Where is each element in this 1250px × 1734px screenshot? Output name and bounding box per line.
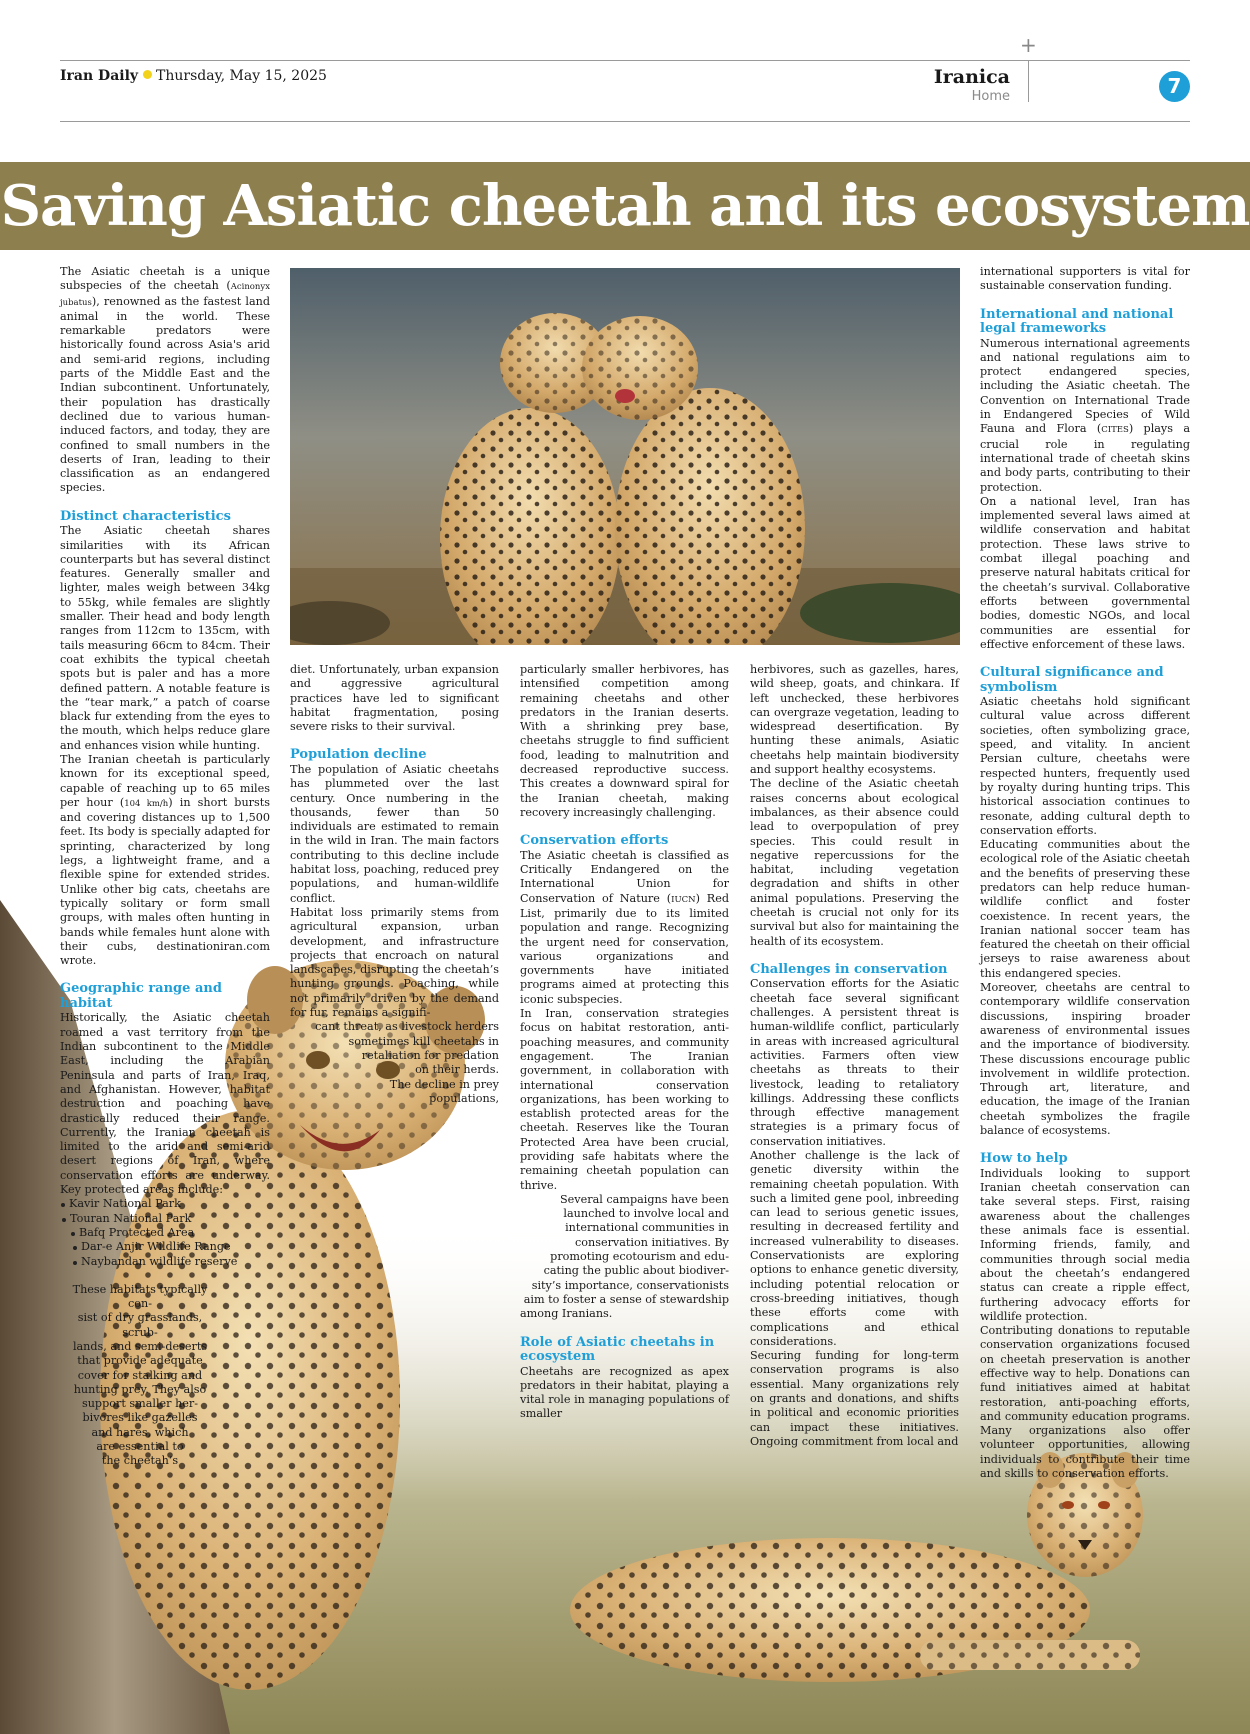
subhead-challenges: Challenges in conservation	[750, 961, 948, 977]
wrap-text-col3	[520, 1193, 729, 1307]
wrap-line: conservation initiatives. By	[575, 1235, 729, 1249]
wrap-line: sist of dry grasslands, scrub-	[77, 1311, 203, 1339]
cultural-paragraph-3: Moreover, cheetahs are central to contemporary wildlife conservation discussions, inspiring broader awareness of environmental issues and the importance of biodiversity. These discussions encourage public involvement in wildlife protection. Through art, literature, and education, the image of the Iranian cheetah symbolizes the fragile balance of ecosystems.	[980, 981, 1190, 1138]
legal-paragraph-1	[980, 337, 1190, 495]
subsection-name: Home	[971, 89, 1010, 104]
wrap-line: support smaller her-	[81, 1397, 199, 1411]
wrap-line: Several campaigns have been	[560, 1192, 729, 1206]
conservation-paragraph-1	[520, 849, 729, 1007]
distinct-text: The Iranian cheetah is particularly known for its exceptional speed, capable of reaching up to 65 miles per hour (	[60, 753, 270, 809]
wrap-line: lands, and semi-deserts	[72, 1339, 208, 1353]
page-number-badge: 7	[1159, 71, 1190, 102]
challenges-paragraph-2: Another challenge is the lack of genetic diversity within the remaining cheetah population. With such a limited gene pool, inbreeding can lead to serious genetic issues, resulting in decreased fertility and increased vulnerability to diseases. Conservationists are exploring options to enhance genetic diversity, including potential relocation or cross-breeding initiatives, though these efforts come with complications and ethical considerations.	[750, 1149, 959, 1348]
wrap-line: cover for stalking and	[77, 1368, 203, 1382]
subhead-distinct: Distinct characteristics	[60, 508, 231, 524]
cons-text: The Asiatic cheetah is classified as Critically Endangered on the International Union for Conservation of Nature (	[520, 848, 729, 905]
subhead-geo: Geographic range and habitat	[60, 981, 222, 1011]
wrap-text-col1	[60, 1283, 270, 1469]
help-paragraph-1: Individuals looking to support Iranian cheetah conservation can take several steps. First, raising awareness about the challenges these animals face is essential. Informing friends, family, and communities through social media about the cheetah’s endangered status can create a ripple effect, furthering advocacy efforts for wildlife protection.	[980, 1166, 1190, 1323]
wrap-line: The decline in prey	[389, 1077, 499, 1091]
geo-paragraph-1: Historically, the Asiatic cheetah roamed a vast territory from the Indian subcontinent to the Middle East, including the Arabian Peninsula and parts of Iran, Iraq, and Afghanistan. However, habitat destruction and poaching have drastically reduced their range. Currently, the Iranian cheetah is limited to the arid and semi-arid desert regions of Iran, where conservation efforts are underway. Key protected areas include:	[60, 1011, 270, 1197]
header-divider	[1028, 60, 1029, 102]
population-paragraph-1: The population of Asiatic cheetahs has plummeted over the last century. Once numbering in the thousands, fewer than 50 individuals are estimated to remain in the wild in Iran. The main factors contributing to this decline include habitat loss, poaching, reduced prey populations, and human-wildlife conflict.	[290, 762, 499, 905]
masthead	[60, 68, 327, 84]
wrap-text-col2	[290, 1020, 499, 1106]
wrap-line: sometimes kill cheetahs in	[348, 1034, 499, 1048]
column-4	[750, 663, 959, 1449]
conservation-paragraph-2: In Iran, conservation strategies focus on habitat restoration, anti-poaching measures, and community engagement. The Iranian government, in collaboration with international conservation organizations, has been working to establish protected areas for the cheetah. Reserves like the Touran Protected Area have been crucial, providing safe habitats where the remaining cheetah population can thrive.	[520, 1007, 729, 1192]
prey-paragraph: particularly smaller herbivores, has intensified competition among remaining cheetahs and other predators in the Iranian deserts. With a shrinking prey base, cheetahs struggle to find sufficient food, leading to malnutrition and decreased reproductive success. This creates a downward spiral for the Iranian cheetah, making recovery increasingly challenging.	[520, 663, 729, 819]
subhead-help: How to help	[980, 1151, 1068, 1167]
wrap-line: promoting ecotourism and edu-	[550, 1250, 729, 1264]
paper-name: Iran Daily	[60, 68, 139, 84]
wrap-line: that provide adequate	[77, 1354, 203, 1368]
intro-paragraph	[60, 265, 270, 496]
wrap-line: on their herds.	[415, 1063, 499, 1077]
distinct-paragraph-2	[60, 753, 270, 968]
intro-text-cont: ), renowned as the fastest land animal in the world. These remarkable predators were historically found across Asia's arid and semi-arid regions, including parts of the Middle East and the Indian subcontinent. Unfortunately, their population has drastically declined due to various human-induced factors, and today, they are confined to small numbers in the deserts of Iran, leading to their classification as an endangered species.	[60, 294, 270, 495]
conservation-end: among Iranians.	[520, 1307, 613, 1321]
subhead-cultural: Cultural significance and symbolism	[980, 665, 1164, 695]
scientific-name: Acinonyx jubatus	[60, 282, 270, 308]
distinct-paragraph-1: The Asiatic cheetah shares similarities with its African counterparts but has several distinct features. Generally smaller and lighter, males weigh between 34kg to 55kg, while females are slightly smaller. Their head and body length ranges from 112cm to 135cm, with tails measuring 66cm to 84cm. Their coat exhibits the typical cheetah spots but is paler and has a more defined pattern. A notable feature is the “tear mark,” a patch of coarse black fur extending from the eyes to the mouth, which helps reduce glare and enhances vision while hunting.	[60, 524, 270, 752]
headline: Saving Asiatic cheetah and its ecosystem	[0, 173, 1250, 239]
list-item: Touran National Park	[61, 1212, 270, 1226]
list-item: Kavir National Park	[60, 1197, 270, 1211]
wrap-line: aim to foster a sense of stewardship	[523, 1292, 729, 1306]
wrap-line: are essential to	[96, 1440, 184, 1454]
iucn-abbr: IUCN	[671, 894, 696, 905]
cites-abbr: CITES	[1101, 425, 1129, 436]
wrap-line: retaliation for predation	[361, 1048, 499, 1062]
wrap-line: bivores like gazelles	[82, 1411, 198, 1425]
header-bottom-rule	[60, 121, 1190, 122]
issue-date: Thursday, May 15, 2025	[156, 68, 327, 84]
wrap-line: hunting prey. They also	[73, 1382, 207, 1396]
wrap-line: launched to involve local and	[563, 1207, 729, 1221]
wrap-line: the cheetah’s	[101, 1454, 179, 1468]
subhead-role: Role of Asiatic cheetahs in ecosystem	[520, 1334, 715, 1365]
funding-paragraph: international supporters is vital for sustainable conservation funding.	[980, 265, 1190, 293]
yellow-dot-icon	[143, 70, 152, 79]
herbivores-paragraph: herbivores, such as gazelles, hares, wild sheep, goats, and chinkara. If left unchecked, these herbivores can overgraze vegetation, leading to widespread desertification. By hunting these animals, Asiatic cheetahs help maintain biodiversity and support healthy ecosystems.	[750, 663, 959, 777]
plus-icon: +	[1020, 33, 1037, 57]
wrap-line: cating the public about biodiver-	[543, 1264, 729, 1278]
speed-unit: 104 km/h	[124, 798, 169, 809]
help-paragraph-2: Contributing donations to reputable conservation organizations focused on cheetah preservation is another effective way to help. Donations can fund initiatives aimed at habitat restoration, anti-poaching efforts, and community education programs. Many organizations also offer volunteer opportunities, allowing individuals to contribute their time and skills to conservation efforts.	[980, 1324, 1190, 1481]
role-paragraph: Cheetahs are recognized as apex predators in their habitat, playing a vital role in managing populations of smaller	[520, 1364, 729, 1421]
challenges-paragraph-1: Conservation efforts for the Asiatic cheetah face several significant challenges. A persistent threat is human-wildlife conflict, particularly in areas with increased agricultural activities. Farmers often view cheetahs as threats to their livestock, leading to retaliatory killings. Addressing these conflicts through effective management strategies is a primary focus of conservation initiatives.	[750, 977, 959, 1148]
header-top-rule	[60, 60, 1190, 61]
legal-text: Numerous international agreements and national regulations aim to protect endangered species, including the Asiatic cheetah. The Convention on International Trade in Endangered Species of Wild Fauna and Flora (	[980, 336, 1190, 436]
wrap-line: cant threat, as livestock herders	[315, 1020, 499, 1034]
column-3	[520, 663, 729, 1422]
cultural-paragraph-1: Asiatic cheetahs hold significant cultural value across different societies, often symbolizing grace, speed, and vitality. In ancient Persian culture, cheetahs were respected hunters, frequently used by royalty during hunting trips. This historical association continues to resonate, adding cultural depth to conservation efforts.	[980, 695, 1190, 837]
diet-paragraph: diet. Unfortunately, urban expansion and aggressive agricultural practices have led to significant habitat fragmentation, posing severe risks to their survival.	[290, 663, 499, 734]
list-item: Bafq Protected Area	[70, 1226, 270, 1240]
column-2	[290, 663, 499, 1106]
distinct-text-cont: ) in short bursts and covering distances up to 1,500 feet. Its body is specially adapted for sprinting, characterized by long legs, a lightweight frame, and a flexible spine for extended strides. Unlike other big cats, cheetahs are typically solitary or form small groups, with males often hunting in bands while females hunt alone with their cubs, destinationiran.com wrote.	[60, 795, 270, 968]
wrap-line: international communities in	[565, 1221, 729, 1235]
wrap-line: populations,	[429, 1091, 499, 1105]
column-1	[60, 265, 270, 1469]
cons-text-cont: ) Red List, primarily due to its limited population and range. Recognizing the urgent need for conservation, various organizations and governments have initiated programs aimed at protecting this iconic subspecies.	[520, 891, 729, 1006]
wrap-line: sity’s importance, conservationists	[531, 1278, 729, 1292]
section-name: Iranica	[933, 66, 1010, 88]
population-paragraph-2: Habitat loss primarily stems from agricultural expansion, urban development, and infrastructure projects that encroach on natural landscapes, disrupting the cheetah’s hunting grounds. Poaching, while not primarily driven by the demand for fur, remains a signifi-	[290, 905, 499, 1020]
column-5	[980, 265, 1190, 1481]
wrap-line: These habitats typically con-	[72, 1282, 208, 1311]
subhead-conservation: Conservation efforts	[520, 833, 669, 849]
subhead-population: Population decline	[290, 747, 427, 763]
legal-paragraph-2: On a national level, Iran has implemented several laws aimed at wildlife conservation and habitat protection. These laws strive to combat illegal poaching and preserve natural habitats critical for the cheetah’s survival. Collaborative efforts between governmental bodies, domestic NGOs, and local communities are essential for effective enforcement of these laws.	[980, 494, 1190, 651]
subhead-legal: International and national legal frameworks	[980, 306, 1174, 337]
photo-top-two-cheetahs	[290, 268, 960, 645]
list-item: Naybandan wildlife reserve	[72, 1255, 270, 1269]
legal-text-cont: ) plays a crucial role in regulating international trade of cheetah skins and body parts, contributing to their protection.	[980, 422, 1191, 494]
intro-text: The Asiatic cheetah is a unique subspecies of the cheetah (	[60, 265, 270, 293]
wrap-line: and hares, which	[91, 1425, 189, 1439]
decline-paragraph: The decline of the Asiatic cheetah raises concerns about ecological imbalances, as their absence could lead to overpopulation of prey species. This could result in negative repercussions for the habitat, including vegetation degradation and shifts in other animal populations. Preserving the cheetah is crucial not only for its survival but also for maintaining the health of its ecosystem.	[750, 777, 959, 948]
list-item: Dar-e Anjir Wildlife Range	[72, 1240, 270, 1254]
protected-areas-list	[60, 1197, 270, 1268]
cultural-paragraph-2: Educating communities about the ecological role of the Asiatic cheetah and the benefits of preserving these predators can help reduce human-wildlife conflict and foster coexistence. In recent years, the Iranian national soccer team has featured the cheetah on their official jerseys to raise awareness about this endangered species.	[980, 838, 1190, 980]
challenges-paragraph-3: Securing funding for long-term conservation programs is also essential. Many organizations rely on grants and donations, and shifts in political and economic priorities can impact these initiatives. Ongoing commitment from local and	[750, 1349, 959, 1448]
